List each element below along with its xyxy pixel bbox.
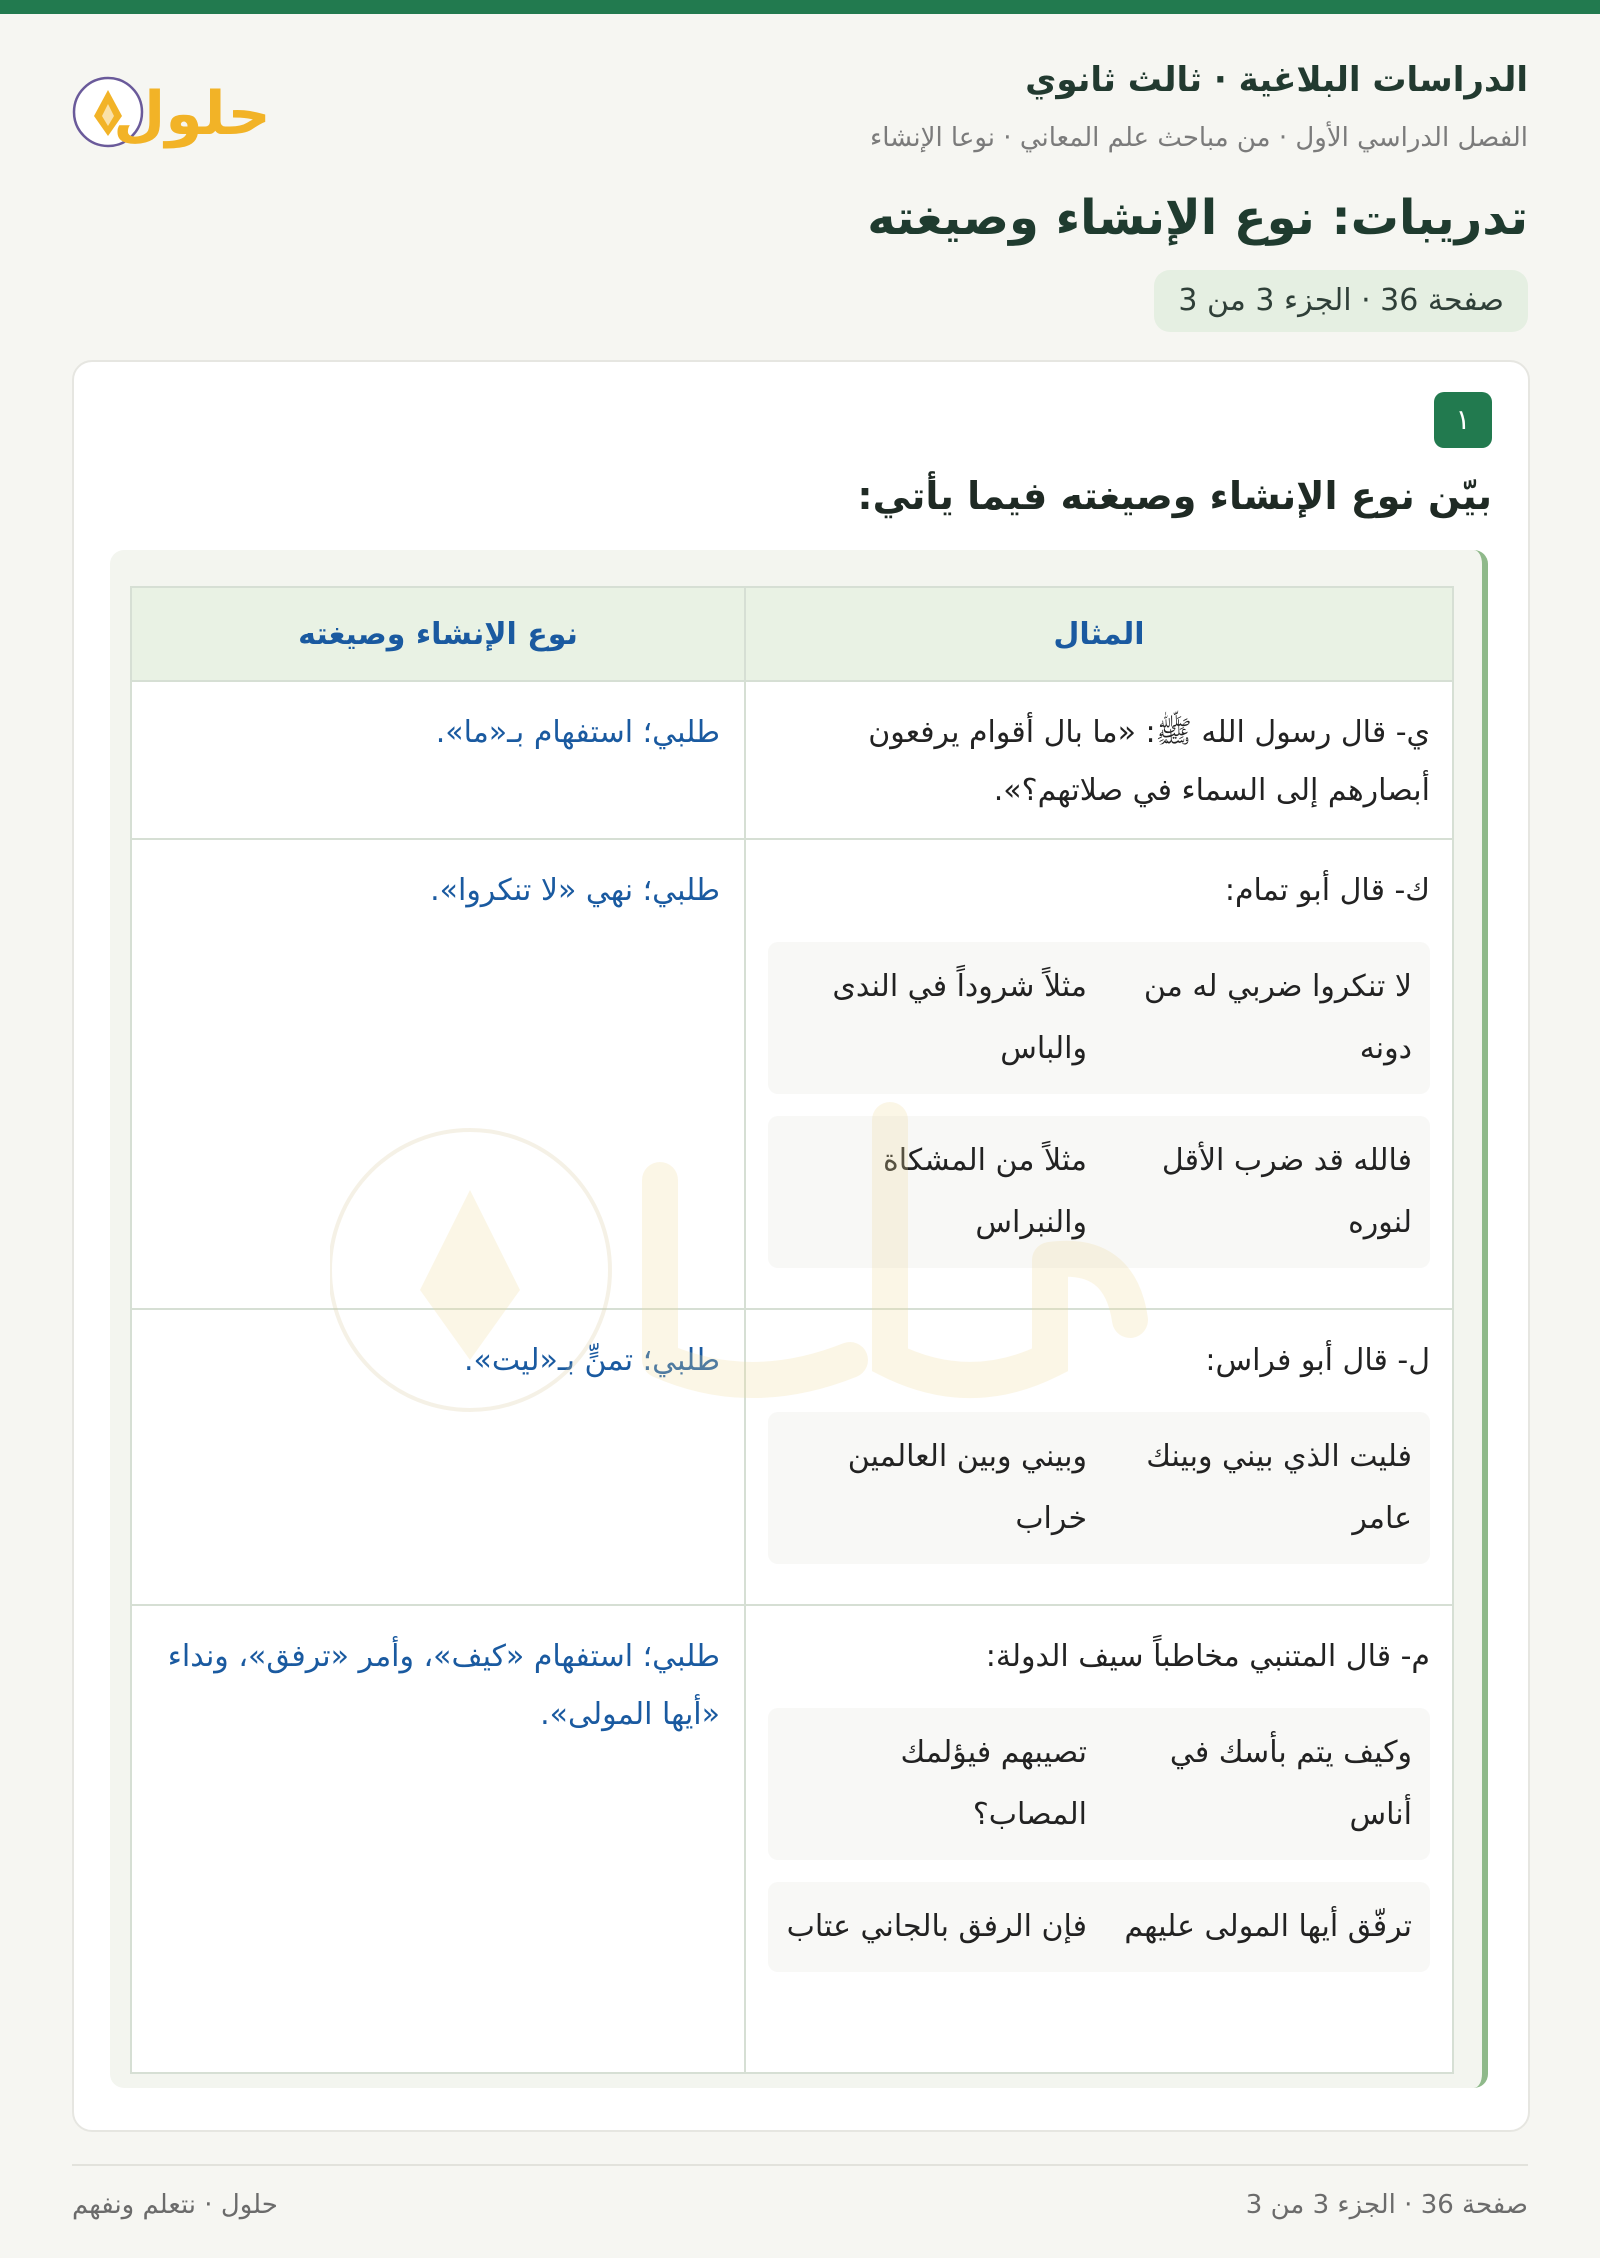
table-row: [131, 1605, 1453, 2073]
top-accent-bar: [0, 0, 1600, 14]
verse: [768, 1116, 1430, 1268]
verse: [768, 1412, 1430, 1564]
verse-first-hemistich: وكيف يتم بأسك في أناس: [1169, 1735, 1412, 1832]
footer-brand: حلول · نتعلم ونفهم: [72, 2190, 278, 2220]
header: [72, 60, 1528, 180]
example-cell: [745, 681, 1453, 839]
verse: [768, 1708, 1430, 1860]
answer-cell: [131, 1309, 745, 1605]
example-cell: [745, 839, 1453, 1309]
table-container: [110, 550, 1488, 2088]
answer-cell: [131, 681, 745, 839]
poem: [768, 1708, 1430, 1972]
answer-text: طلبي؛ استفهام «كيف»، وأمر «ترفق»، ونداء «أيها المولى».: [167, 1639, 720, 1732]
example-intro: م- قال المتنبي مخاطباً سيف الدولة:: [985, 1639, 1430, 1674]
page-title: تدريبات: نوع الإنشاء وصيغته: [867, 190, 1528, 246]
verse-first-hemistich: فليت الذي بيني وبينك عامر: [1146, 1439, 1412, 1536]
column-header-example: المثال: [745, 587, 1453, 681]
poem: [768, 942, 1430, 1268]
table-row: [131, 681, 1453, 839]
answers-table: [130, 586, 1454, 2074]
example-intro: ك- قال أبو تمام:: [1224, 873, 1430, 908]
footer-divider: [72, 2164, 1528, 2166]
question-prompt: بيّن نوع الإنشاء وصيغته فيما يأتي:: [857, 474, 1492, 518]
answer-cell: [131, 839, 745, 1309]
verse-second-hemistich: مثلاً شروداً في الندى والباس: [832, 969, 1087, 1066]
table-row: [131, 1309, 1453, 1605]
breadcrumb: الفصل الدراسي الأول · من مباحث علم المعاني · نوعا الإنشاء: [870, 123, 1528, 153]
answer-text: طلبي؛ تمنٍّ بـ«ليت».: [463, 1343, 720, 1378]
table-row: [131, 839, 1453, 1309]
answer-text: طلبي؛ نهي «لا تنكروا».: [430, 873, 720, 908]
verse-first-hemistich: فالله قد ضرب الأقل لنوره: [1161, 1143, 1412, 1240]
footer-page-info: صفحة 36 · الجزء 3 من 3: [1245, 2190, 1528, 2220]
verse-first-hemistich: لا تنكروا ضربي له من دونه: [1143, 969, 1412, 1066]
example-cell: [745, 1605, 1453, 2073]
exercise-card: [72, 360, 1530, 2132]
example-text: ي- قال رسول الله ﷺ: «ما بال أقوام يرفعون أبصارهم إلى السماء في صلاتهم؟».: [868, 715, 1430, 808]
verse-first-hemistich: ترفّق أيها المولى عليهم: [1124, 1909, 1412, 1944]
verse-second-hemistich: مثلاً من المشكاة والنبراس: [882, 1143, 1087, 1240]
book-pen-icon: [72, 60, 312, 160]
poem: [768, 1412, 1430, 1564]
example-intro: ل- قال أبو فراس:: [1205, 1343, 1430, 1378]
page-badge: صفحة 36 · الجزء 3 من 3: [1154, 270, 1528, 332]
logo[interactable]: [72, 60, 312, 160]
example-cell: [745, 1309, 1453, 1605]
answer-text: طلبي؛ استفهام بـ«ما».: [435, 715, 720, 750]
verse-second-hemistich: وبيني وبين العالمين خراب: [847, 1439, 1087, 1536]
verse-second-hemistich: فإن الرفق بالجاني عتاب: [786, 1909, 1087, 1944]
verse-second-hemistich: تصيبهم فيؤلمك المصاب؟: [900, 1735, 1087, 1832]
verse: [768, 942, 1430, 1094]
column-header-answer: نوع الإنشاء وصيغته: [131, 587, 745, 681]
course-title: الدراسات البلاغية · ثالث ثانوي: [1025, 60, 1528, 100]
question-number-badge: ١: [1434, 392, 1492, 448]
verse: [768, 1882, 1430, 1972]
answer-cell: [131, 1605, 745, 2073]
logo-text: حلول: [113, 79, 271, 149]
table-header-row: [131, 587, 1453, 681]
